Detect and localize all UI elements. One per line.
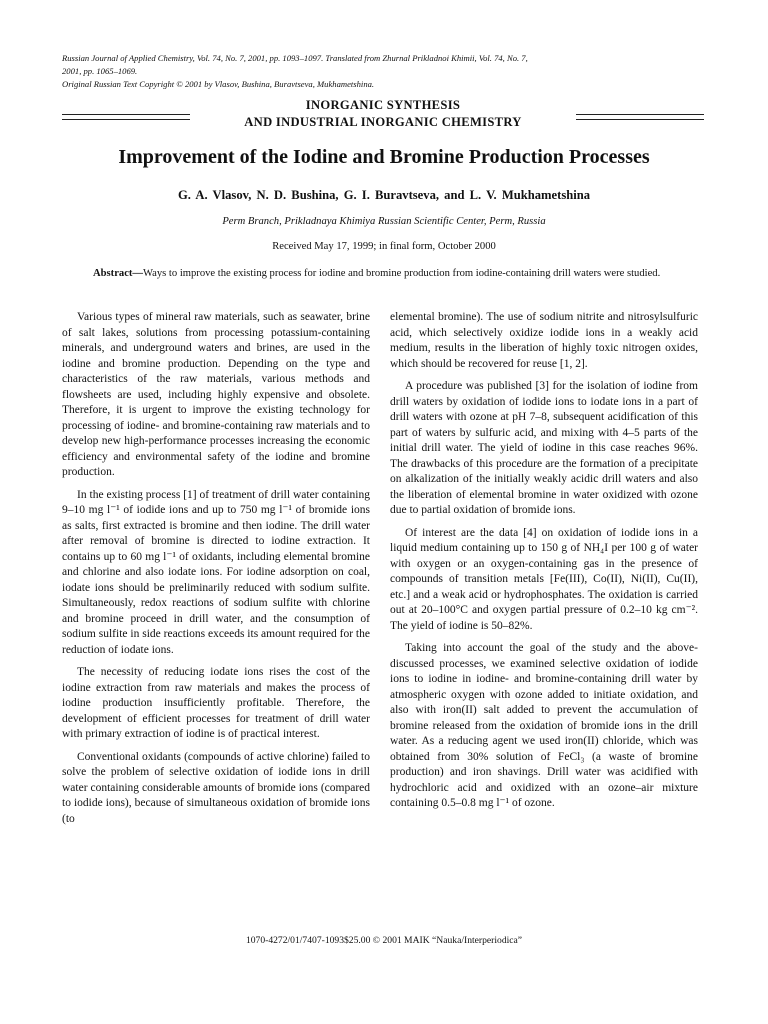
abstract-label: Abstract— <box>93 268 144 279</box>
right-column <box>390 310 698 819</box>
copyright-line: Original Russian Text Copyright © 2001 by Vlasov, Bushina, Buravtseva, Mukhametshina. <box>62 79 375 89</box>
paragraph: Taking into account the goal of the study and the above-discussed processes, we examined selective oxidation of iodide ions to iodine in iodine- and bromine-containing drill water by atmospheric oxygen with ozone added to initiate oxidation, and also with iron(II) salt added to prevent the accumulation of bromine released from the oxidation of bromide ions in the drill water. As a reducing agent we used iron(II) chloride, which was obtained from 30% solution of FeCl₃ (a waste of bromine production) and iron shavings. Drill water was acidified with hydrochloric acid and oxidized with an ozone–air mixture containing 0.5–0.8 mg l⁻¹ of ozone. <box>390 642 698 809</box>
citation-line-2: 2001, pp. 1065–1069. <box>62 66 138 76</box>
abstract <box>93 266 673 281</box>
paragraph: Conventional oxidants (compounds of active chlorine) failed to solve the problem of selective oxidation of iodide ions in drill water containing considerable amounts of bromide ions (compared to iodide ions), because of simultaneous oxidation of bromide ions (to <box>62 750 370 825</box>
abstract-text: Ways to improve the existing process for iodine and bromine production from iodine-containing drill waters were studied. <box>143 268 661 279</box>
paragraph: elemental bromine). The use of sodium nitrite and nitrosylsulfuric acid, which selectively oxidize iodide ions in a weakly acid medium, results in the liberation of highly toxic nitrogen oxides, which should be recovered for reuse [1, 2]. <box>390 311 698 370</box>
section-title-line-2: AND INDUSTRIAL INORGANIC CHEMISTRY <box>244 115 522 129</box>
section-heading <box>62 97 704 133</box>
paragraph: Of interest are the data [4] on oxidation of iodide ions in a liquid medium containing up to 150 g of NH₄I per 100 g of water with oxygen or an oxygen-containing gas in the presence of compounds of transition metals [Fe(III), Co(II), Ni(II), Cu(II), etc.] and a weak acid or hydrophosphates. The oxidation is carried out at 20–100°C and oxygen partial pressure of 0.2–10 kg cm⁻². The yield of iodine is 50–82%. <box>390 526 698 632</box>
authors: G. A. Vlasov, N. D. Bushina, G. I. Buravtseva, and L. V. Mukhametshina <box>177 188 591 202</box>
received-date: Received May 17, 1999; in final form, October 2000 <box>272 241 496 252</box>
paragraph: In the existing process [1] of treatment of drill water containing 9–10 mg l⁻¹ of iodide ions and up to 750 mg l⁻¹ of bromide ions as salts, first extracted is bromine and then iodine. The drill water after removal of bromine is directed to iodine extraction. It contains up to 60 mg l⁻¹ of oxidants, including elemental bromine and chlorine and also iodate ions. For iodine adsorption on coal, iodate ions should be preliminarily reduced with sodium sulfite. Simultaneously, redox reactions of sodium sulfite with chlorine and bromine proceed in drill water, and the consumption of sodium sulfite in side reactions exceeds its amount required for the reduction of iodate ions. <box>62 488 370 656</box>
section-title-line-1: INORGANIC SYNTHESIS <box>305 98 461 112</box>
journal-citation <box>62 52 702 91</box>
paper-title: Improvement of the Iodine and Bromine Production Processes <box>118 146 650 168</box>
affiliation: Perm Branch, Prikladnaya Khimiya Russian Scientific Center, Perm, Russia <box>222 216 546 227</box>
page-footer: 1070-4272/01/7407-1093$25.00 © 2001 MAIK “Nauka/Interperiodica” <box>245 935 523 946</box>
paragraph: The necessity of reducing iodate ions rises the cost of the iodine extraction from raw materials and makes the process of iodine production insufficiently profitable. Therefore, the development of efficient processes for treatment of drill water with primary extraction of iodine is of practical interest. <box>62 666 370 740</box>
left-column <box>62 310 370 834</box>
paragraph: Various types of mineral raw materials, such as seawater, brine of salt lakes, solutions from processing potassium-containing minerals, and underground waters and brines, are used in the iodine and bromine production. Depending on the type and characteristics of the raw materials, various methods and flowsheets are used, including highly expensive and obsolete. Therefore, it is urgent to improve the existing technology for processing of iodine- and bromine-containing raw materials and to develop new high-performance processes increasing the economic efficiency and environmental safety of the iodine and bromine production. <box>62 311 370 478</box>
citation-line-1: Russian Journal of Applied Chemistry, Vol. 74, No. 7, 2001, pp. 1093–1097. Translated from Zhurnal Prikladnoi Khimii, Vol. 74, No. 7, <box>62 53 528 63</box>
section-rule-right <box>576 114 704 120</box>
paragraph: A procedure was published [3] for the isolation of iodine from drill waters by oxidation of iodide ions to iodate ions in a part of drill waters with ozone at pH 7–8, subsequent acidification of this part of waters by sulfuric acid, and mixing with 4–5 parts of the initial drill water. The yield of iodine in this case reaches 96%. The drawbacks of this procedure are the formation of a precipitate on alkalization of the initially weakly acidic drill waters and also the liberation of elemental bromine in water oxidized with ozone due to partial oxidation of bromide ions. <box>390 380 698 516</box>
